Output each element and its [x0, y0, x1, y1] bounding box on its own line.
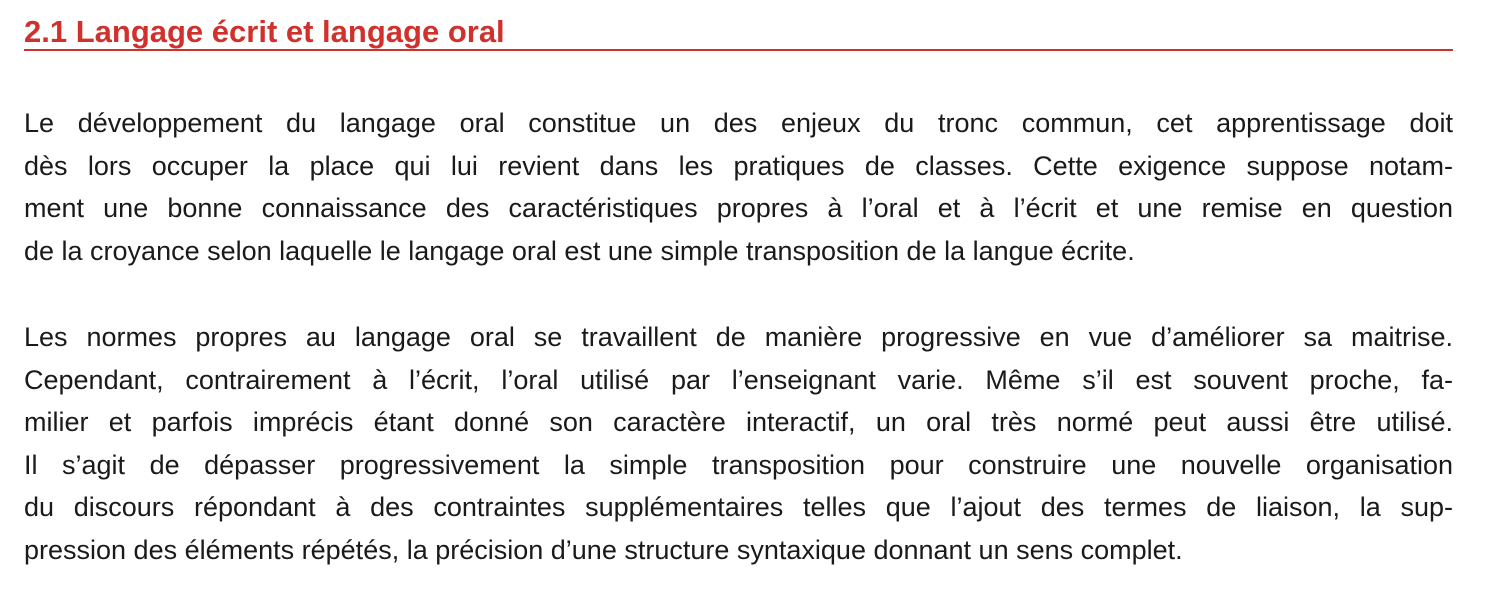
- paragraph-2: [24, 316, 1453, 571]
- paragraph-line: Il s’agit de dépasser progressivement la simple transposition pour construire une nouvelle organisation: [24, 449, 1453, 480]
- paragraph-line: dès lors occuper la place qui lui revient dans les pratiques de classes. Cette exigence suppose notam-: [24, 150, 1453, 181]
- document-page: [24, 0, 1453, 565]
- paragraph-line: pression des éléments répétés, la précision d’une structure syntaxique donnant un sens complet.: [24, 534, 1183, 565]
- paragraph-line: milier et parfois imprécis étant donné son caractère interactif, un oral très normé peut aussi être utilisé.: [24, 407, 1453, 437]
- paragraph-line: Les normes propres au langage oral se travaillent de manière progressive en vue d’améliorer sa maitrise.: [24, 322, 1453, 352]
- paragraph-1: [24, 102, 1453, 272]
- paragraph-line: ment une bonne connaissance des caractéristiques propres à l’oral et à l’écrit et une remise en question: [24, 193, 1453, 223]
- paragraph-line: Le développement du langage oral constitue un des enjeux du tronc commun, cet apprentissage doit: [24, 108, 1453, 138]
- paragraph-line: de la croyance selon laquelle le langage oral est une simple transposition de la langue écrite.: [24, 235, 1135, 266]
- section-heading: 2.1 Langage écrit et langage oral: [24, 0, 1453, 51]
- paragraph-line: Cependant, contrairement à l’écrit, l’oral utilisé par l’enseignant varie. Même s’il est souvent proche, fa-: [24, 364, 1453, 395]
- paragraph-line: du discours répondant à des contraintes supplémentaires telles que l’ajout des termes de liaison, la sup-: [24, 492, 1453, 522]
